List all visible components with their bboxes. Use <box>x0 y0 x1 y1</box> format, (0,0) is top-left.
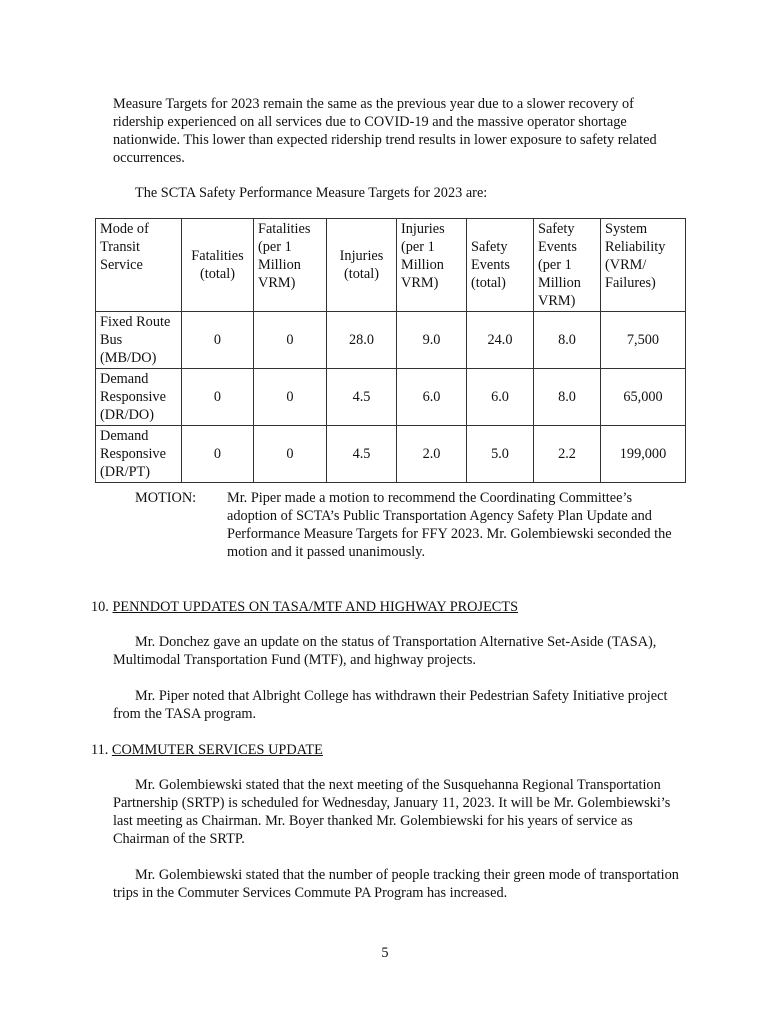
value-cell: 0 <box>254 369 327 426</box>
motion-label: MOTION: <box>135 490 197 506</box>
value-cell: 0 <box>182 426 254 483</box>
section-11-heading <box>91 741 691 759</box>
section-10-paragraph: Mr. Donchez gave an update on the status of Transportation Alternative Set-Aside (TASA), Multimodal Transportation Fund (MTF), and highway projects. <box>113 634 657 668</box>
table-row <box>96 426 686 483</box>
mode-cell: Fixed Route Bus (MB/DO) <box>96 312 182 369</box>
table-header-row <box>96 219 686 312</box>
section-number: 11. <box>91 742 109 758</box>
value-cell: 6.0 <box>467 369 534 426</box>
section-number: 10. <box>91 599 109 615</box>
intro-paragraph: Measure Targets for 2023 remain the same as the previous year due to a slower recovery of ridership experienced on all services due to COVID-19 and the massive operator shortage nationwide. This lower than expected ridership trend results in lower exposure to safety related occurrences. <box>113 96 657 166</box>
section-11-paragraph: Mr. Golembiewski stated that the next meeting of the Susquehanna Regional Transportation Partnership (SRTP) is scheduled for Wednesday, January 11, 2023. It will be Mr. Golembiewski’s last meeting as Chairman. Mr. Boyer thanked Mr. Golembiewski for his years of service as Chairman of the SRTP. <box>113 777 671 847</box>
value-cell: 0 <box>254 426 327 483</box>
value-cell: 8.0 <box>534 369 601 426</box>
value-cell: 0 <box>182 312 254 369</box>
safety-targets-table <box>95 218 686 483</box>
value-cell: 24.0 <box>467 312 534 369</box>
section-10-heading <box>91 598 691 616</box>
section-title: COMMUTER SERVICES UPDATE <box>111 742 323 758</box>
value-cell: 0 <box>182 369 254 426</box>
value-cell: 199,000 <box>601 426 686 483</box>
header-cell-system-reliability: System Reliability (VRM/ Failures) <box>601 219 686 312</box>
value-cell: 8.0 <box>534 312 601 369</box>
header-cell-injuries-total: Injuries (total) <box>327 219 397 312</box>
value-cell: 0 <box>254 312 327 369</box>
value-cell: 2.0 <box>397 426 467 483</box>
targets-lead-sentence: The SCTA Safety Performance Measure Targets for 2023 are: <box>135 185 488 201</box>
value-cell: 7,500 <box>601 312 686 369</box>
section-title: PENNDOT UPDATES ON TASA/MTF AND HIGHWAY PROJECTS <box>112 599 519 615</box>
value-cell: 4.5 <box>327 369 397 426</box>
header-cell-mode: Mode of Transit Service <box>96 219 182 312</box>
motion-text: Mr. Piper made a motion to recommend the Coordinating Committee’s adoption of SCTA’s Public Transportation Agency Safety Plan Update and Performance Measure Targets for FFY 2023. Mr. Golembiewski seconded the motion and it passed unanimously. <box>227 490 672 560</box>
header-cell-fatalities-rate: Fatalities (per 1 Million VRM) <box>254 219 327 312</box>
mode-cell: Demand Responsive (DR/DO) <box>96 369 182 426</box>
value-cell: 9.0 <box>397 312 467 369</box>
value-cell: 4.5 <box>327 426 397 483</box>
mode-cell: Demand Responsive (DR/PT) <box>96 426 182 483</box>
value-cell: 6.0 <box>397 369 467 426</box>
header-cell-safety-events-rate: Safety Events (per 1 Million VRM) <box>534 219 601 312</box>
header-cell-safety-events-total: Safety Events (total) <box>467 219 534 312</box>
table-row <box>96 369 686 426</box>
value-cell: 2.2 <box>534 426 601 483</box>
value-cell: 28.0 <box>327 312 397 369</box>
table-row <box>96 312 686 369</box>
value-cell: 65,000 <box>601 369 686 426</box>
section-11-paragraph: Mr. Golembiewski stated that the number of people tracking their green mode of transportation trips in the Commuter Services Commute PA Program has increased. <box>113 867 679 901</box>
page-number: 5 <box>381 945 389 961</box>
section-10-paragraph: Mr. Piper noted that Albright College has withdrawn their Pedestrian Safety Initiative project from the TASA program. <box>113 688 668 722</box>
header-cell-injuries-rate: Injuries (per 1 Million VRM) <box>397 219 467 312</box>
value-cell: 5.0 <box>467 426 534 483</box>
header-cell-fatalities-total: Fatalities (total) <box>182 219 254 312</box>
